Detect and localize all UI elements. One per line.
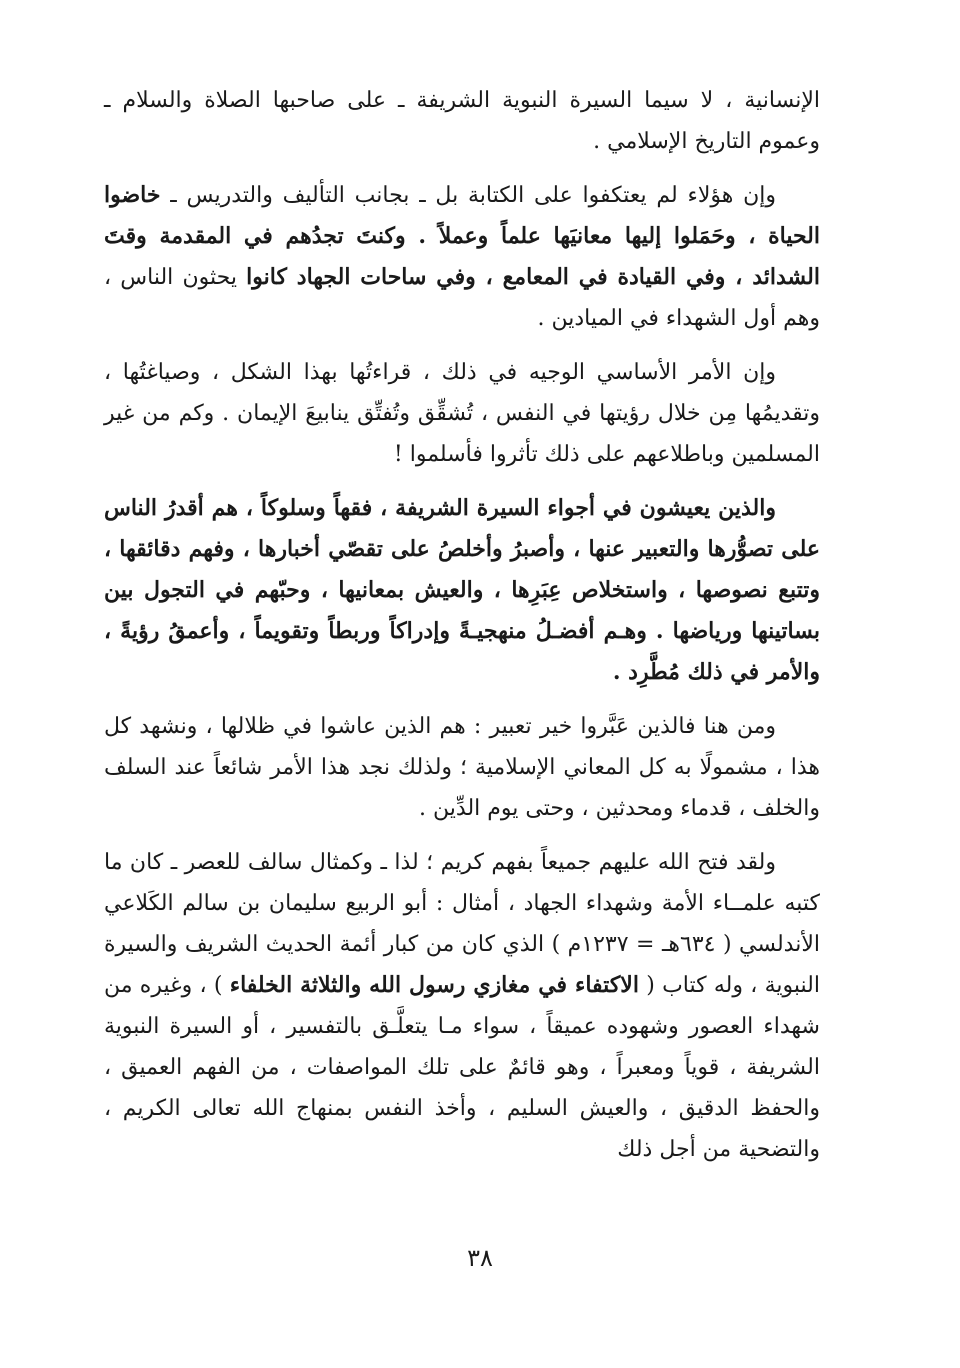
- paragraph-4: [104, 488, 820, 693]
- paragraph-3-text: وإن الأمر الأساسي الوجيه في ذلك ، قراءتُها بهذا الشكل ، وصياغتُها ، وتقديمُها مِن خلال رؤيتها في النفس ، تُشقِّق وتُفتِّق ينابيعَ الإيمان . وكم من غير المسلمين وباطلاعهم على ذلك تأثروا فأسلموا !: [104, 360, 820, 467]
- paragraph-5: [104, 706, 820, 829]
- paragraph-3: [104, 352, 820, 475]
- page-number: ٣٨: [467, 1244, 493, 1272]
- paragraph-6: [104, 842, 820, 1170]
- paragraph-2-intro: وإن هؤلاء لم يعتكفوا على الكتابة بل ـ بجانب التأليف والتدريس ـ: [160, 183, 776, 208]
- paragraph-6-intro: ولقد فتح الله عليهم جميعاً بفهم كريم ؛ لذا ـ وكمثال سالف للعصر ـ كان ما كتبه علمــاء الأمة وشهداء الجهاد ، أمثال : أبو الربيع سليمان بن سالم الكَلاعي الأندلسي ( ٦٣٤هـ = ١٢٣٧م ) الذي كان من كبار أئمة الحديث الشريف والسيرة النبوية ، وله كتاب (: [104, 850, 821, 998]
- body-text: [104, 80, 820, 1183]
- book-title: الاكتفاء في مغازي رسول الله والثلاثة الخلفاء: [229, 972, 639, 998]
- paragraph-6-tail: ) ، وغيره من شهداء العصور وشهوده عميقاً ، سواء مـا يتعلَّـق بالتفسير ، أو السيرة النبوية الشريفة ، قوياً ومعبراً ، وهو قائمٌ على تلك المواصفات ، من الفهم العميق ، والحفظ الدقيق ، والعيش السليم ، وأخذ النفس بمنهاج الله تعالى الكريم ، والتضحية من أجل ذلك: [104, 973, 820, 1162]
- paragraph-5-text: ومن هنا فالذين عَبَّروا خير تعبير : هم الذين عاشوا في ظلالها ، ونشهد كل هذا ، مشمولًا به كل المعاني الإسلامية ؛ ولذلك نجد هذا الأمر شائعاً عند السلف والخلف ، قدماء ومحدثين ، وحتى يوم الدِّين .: [104, 714, 820, 821]
- paragraph-2-tail: يحثون الناس ، وهم أول الشهداء في الميادين .: [104, 265, 820, 331]
- paragraph-1-text: الإنسانية ، لا سيما السيرة النبوية الشريفة ـ على صاحبها الصلاة والسلام ـ وعموم التاريخ الإسلامي .: [104, 88, 820, 154]
- paragraph-2-bold: خاضوا الحياة ، وحَمَلوا إليها معانيَها علماً وعملاً . وكنتَ تجدُهم في المقدمة وقتَ الشدائد ، وفي القيادة في المعامع ، وفي ساحات الجهاد كانوا: [104, 182, 820, 290]
- paragraph-2: [104, 175, 820, 339]
- paragraph-1: [104, 80, 820, 162]
- paragraph-4-text: والذين يعيشون في أجواء السيرة الشريفة ، فقهاً وسلوكاً ، هم أقدرُ الناس على تصوُّرها والتعبير عنها ، وأصبرُ وأخلصُ على تقصّي أخبارها ، وفهم دقائقها ، وتتبع نصوصها ، واستخلاص عِبَرِها ، والعيش بمعانيها ، وحبّهم في التجول بين بساتينها ورياضها . وهـم أفضـلُ منهجيـةً وإدراكاً وربطاً وتقويماً ، وأعمقُ رؤيةً ، والأمر في ذلك مُطَّرِد .: [104, 495, 820, 685]
